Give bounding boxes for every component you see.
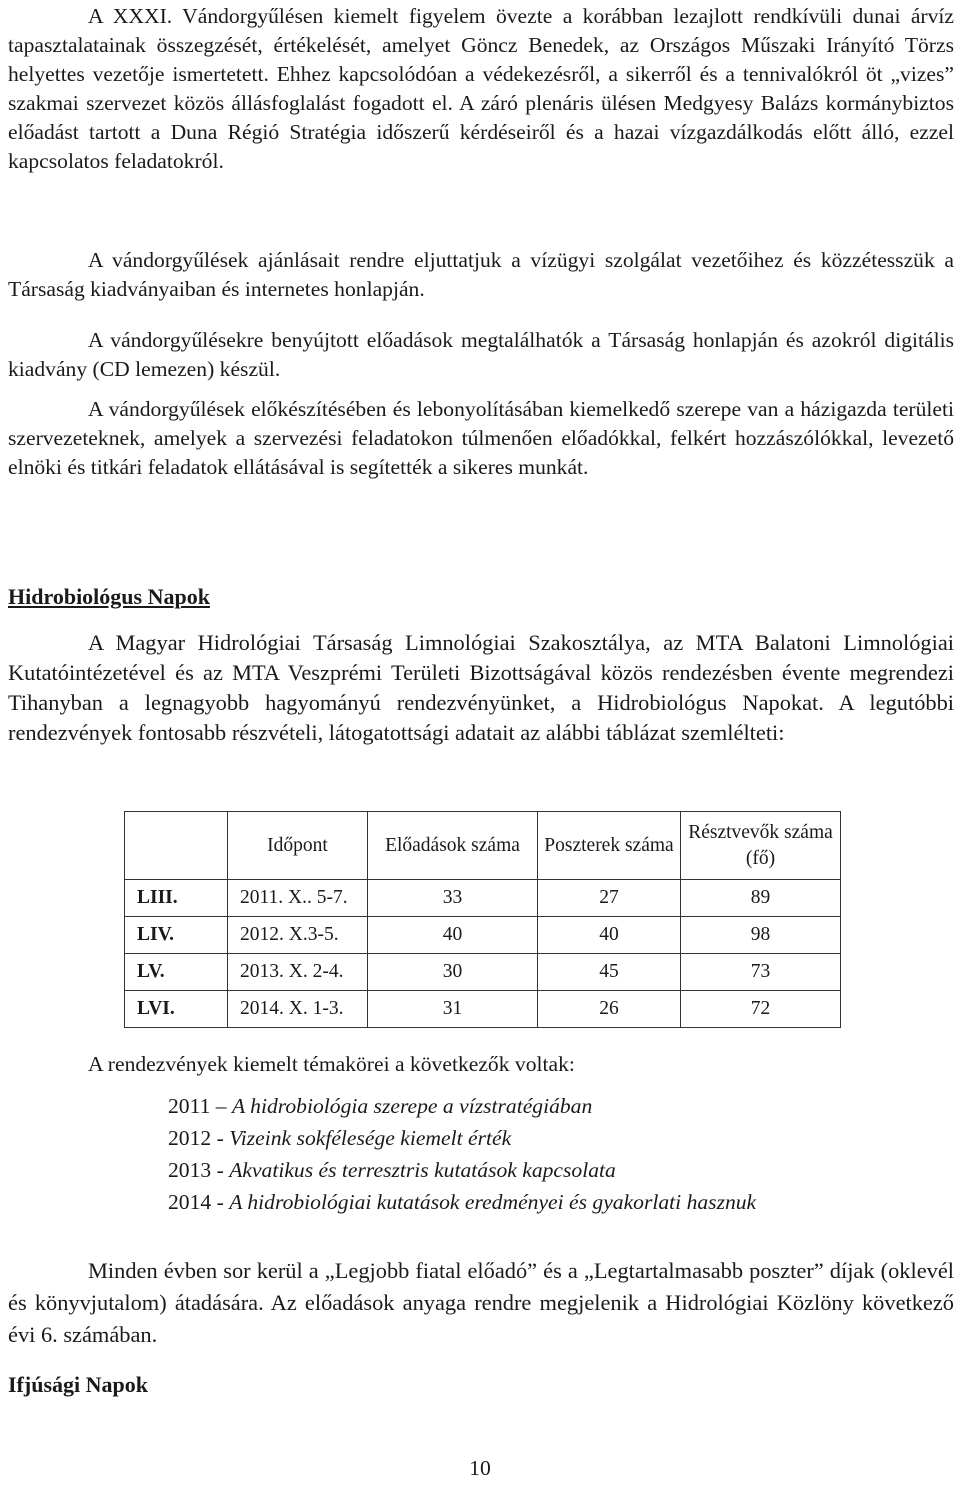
topic-title: Vizeink sokfélesége kiemelt érték <box>229 1126 512 1150</box>
header-date: Időpont <box>228 812 368 880</box>
paragraph-elokeszites: A vándorgyűlések előkészítésében és lebonyolításában kiemelkedő szerepe van a házigazda területi szervezeteknek, amelyek a szervezési feladatokon túlmenően előadókkal, felkért hozzászólókkal, levezető elnöki és titkári feladatok ellátásával is segítették a sikeres munkát. <box>8 397 954 479</box>
participation-table <box>124 811 841 1028</box>
paragraph-ajanlasok: A vándorgyűlések ajánlásait rendre eljuttatjuk a vízügyi szolgálat vezetőihez és közzétesszük a Társaság kiadványaiban és internetes honlapján. <box>8 248 954 301</box>
row-lectures: 30 <box>368 954 538 991</box>
row-participants: 73 <box>681 954 841 991</box>
row-lectures: 31 <box>368 991 538 1028</box>
paragraph-eloadasok: A vándorgyűlésekre benyújtott előadások megtalálhatók a Társaság honlapján és azokról digitális kiadvány (CD lemezen) készül. <box>8 328 954 381</box>
row-participants: 72 <box>681 991 841 1028</box>
row-posters: 27 <box>538 880 681 917</box>
table-row <box>125 917 841 954</box>
row-posters: 26 <box>538 991 681 1028</box>
topic-year: 2012 - <box>168 1126 230 1150</box>
list-item <box>168 1122 756 1154</box>
header-participants: Résztvevők száma (fő) <box>681 812 841 880</box>
list-item <box>168 1090 756 1122</box>
row-lectures: 33 <box>368 880 538 917</box>
row-posters: 45 <box>538 954 681 991</box>
row-participants: 89 <box>681 880 841 917</box>
list-item <box>168 1186 756 1218</box>
page-number: 10 <box>469 1456 491 1480</box>
row-date: 2012. X.3-5. <box>228 917 368 954</box>
row-posters: 40 <box>538 917 681 954</box>
paragraph-dijak: Minden évben sor kerül a „Legjobb fiatal előadó” és a „Legtartalmasabb poszter” díjak (oklevél és könyvjutalom) átadására. Az előadások anyaga rendre megjelenik a Hidrológiai Közlöny következő évi 6. számában. <box>8 1258 954 1347</box>
paragraph-temakorok-intro: A rendezvények kiemelt témakörei a következők voltak: <box>88 1052 575 1076</box>
row-date: 2011. X.. 5-7. <box>228 880 368 917</box>
header-code <box>125 812 228 880</box>
topic-title: A hidrobiológiai kutatások eredményei és gyakorlati hasznuk <box>229 1190 757 1214</box>
topic-title: A hidrobiológia szerepe a vízstratégiában <box>231 1094 593 1118</box>
table-row <box>125 880 841 917</box>
topic-year: 2014 - <box>168 1190 230 1214</box>
row-code: LIII. <box>125 880 228 917</box>
heading-hidrobiologus-napok: Hidrobiológus Napok <box>8 584 210 609</box>
header-posters: Poszterek száma <box>538 812 681 880</box>
header-lectures: Előadások száma <box>368 812 538 880</box>
paragraph-vandorgyules-xxxi: A XXXI. Vándorgyűlésen kiemelt figyelem övezte a korábban lezajlott rendkívüli dunai árvíz tapasztalatainak összegzését, értékelését, amelyet Göncz Benedek, az Országos Műszaki Irányító Törzs helyettes vezetője ismertetett. Ehhez kapcsolódóan a védekezésről, a sikerről és a tennivalókról öt „vizes” szakmai szervezet közös állásfoglalást fogadott el. A záró plenáris ülésen Medgyesy Balázs kormánybiztos előadást tartott a Duna Régió Stratégia időszerű kérdéseiről és a hazai vízgazdálkodás előtt álló, ezzel kapcsolatos feladatokról. <box>8 4 954 173</box>
row-participants: 98 <box>681 917 841 954</box>
heading-ifjusagi-napok: Ifjúsági Napok <box>8 1372 148 1397</box>
topic-year: 2011 – <box>168 1094 232 1118</box>
row-code: LIV. <box>125 917 228 954</box>
row-code: LV. <box>125 954 228 991</box>
row-date: 2013. X. 2-4. <box>228 954 368 991</box>
table-row <box>125 991 841 1028</box>
paragraph-hidrobiologus-intro: A Magyar Hidrológiai Társaság Limnológiai Szakosztálya, az MTA Balatoni Limnológiai Kutatóintézetével és az MTA Veszprémi Területi Bizottságával közös rendezésben évente megrendezi Tihanyban a legnagyobb hagyományú rendezvényünket, a Hidrobiológus Napokat. A legutóbbi rendezvények fontosabb részvételi, látogatottsági adatait az alábbi táblázat szemlélteti: <box>8 630 954 745</box>
table-header-row <box>125 812 841 880</box>
topics-list <box>168 1090 756 1218</box>
row-date: 2014. X. 1-3. <box>228 991 368 1028</box>
list-item <box>168 1154 756 1186</box>
row-lectures: 40 <box>368 917 538 954</box>
topic-year: 2013 - <box>168 1158 230 1182</box>
row-code: LVI. <box>125 991 228 1028</box>
table-row <box>125 954 841 991</box>
topic-title: Akvatikus és terresztris kutatások kapcsolata <box>229 1158 616 1182</box>
